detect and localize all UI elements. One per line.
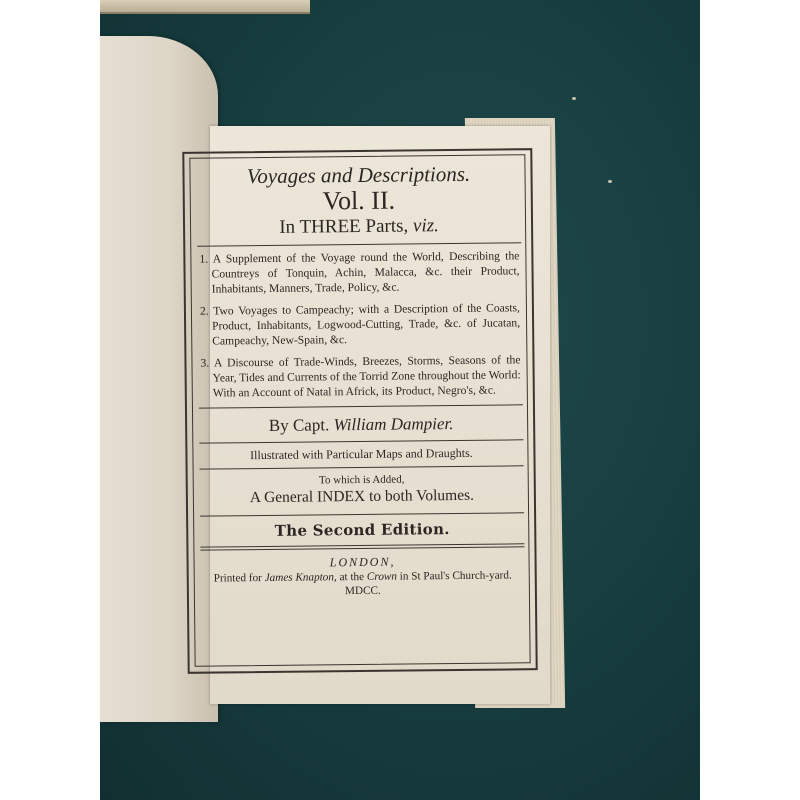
left-margin — [0, 0, 100, 800]
rule — [199, 440, 523, 444]
rule — [200, 513, 524, 517]
printer-line — [201, 569, 525, 600]
added-intro: To which is Added, — [318, 474, 405, 487]
volume-number: Vol. II. — [322, 185, 396, 216]
author-prefix: By Capt. — [268, 415, 330, 436]
dust-speck — [608, 180, 612, 183]
part-three: 3. A Discourse of Trade-Winds, Breezes, Storms, Seasons of the Year, Tides and Currents of the Torrid Zone throughout the World: With an Account of Natal in Africk, its Product, Negro's, &c. — [200, 353, 521, 401]
rule — [200, 466, 524, 470]
edition-line: The Second Edition. — [274, 520, 450, 541]
book-title: Voyages and Descriptions. — [246, 161, 471, 189]
right-margin — [700, 0, 800, 800]
place-of-publication: LONDON, — [329, 555, 396, 570]
rule — [199, 405, 523, 409]
double-rule — [200, 544, 524, 551]
printer-sign: Crown — [366, 571, 398, 584]
title-page-text — [196, 156, 525, 665]
part-one: 1. A Supplement of the Voyage round the World, Describing the Countreys of Tonquin, Achin, Malacca, &c. their Product, Inhabitants, Manners, Trade, Policy, &c. — [199, 249, 520, 297]
illustrated-line: Illustrated with Particular Maps and Draughts. — [250, 446, 473, 463]
printer-prefix: Printed for — [213, 572, 262, 586]
other-book-edge — [100, 0, 310, 14]
author-line — [199, 414, 523, 437]
dust-speck — [572, 97, 576, 100]
title-page-border — [182, 148, 537, 674]
parts-viz: viz. — [412, 214, 439, 237]
printer-mid: at the — [339, 571, 365, 584]
printer-location: in St Paul's Church-yard. MDCC. — [344, 569, 512, 598]
rule — [197, 243, 521, 247]
printer-name: James Knapton, — [264, 571, 337, 585]
parts-heading — [197, 214, 521, 240]
index-line: A General INDEX to both Volumes. — [249, 487, 475, 507]
parts-intro: In THREE Parts, — [279, 215, 409, 238]
part-two: 2. Two Voyages to Campeachy; with a Description of the Coasts, Product, Inhabitants, Logwood-Cutting, Trade, &c. of Jucatan, Campeachy, New-Spain, &c. — [199, 301, 521, 349]
author-name: William Dampier. — [333, 414, 454, 435]
